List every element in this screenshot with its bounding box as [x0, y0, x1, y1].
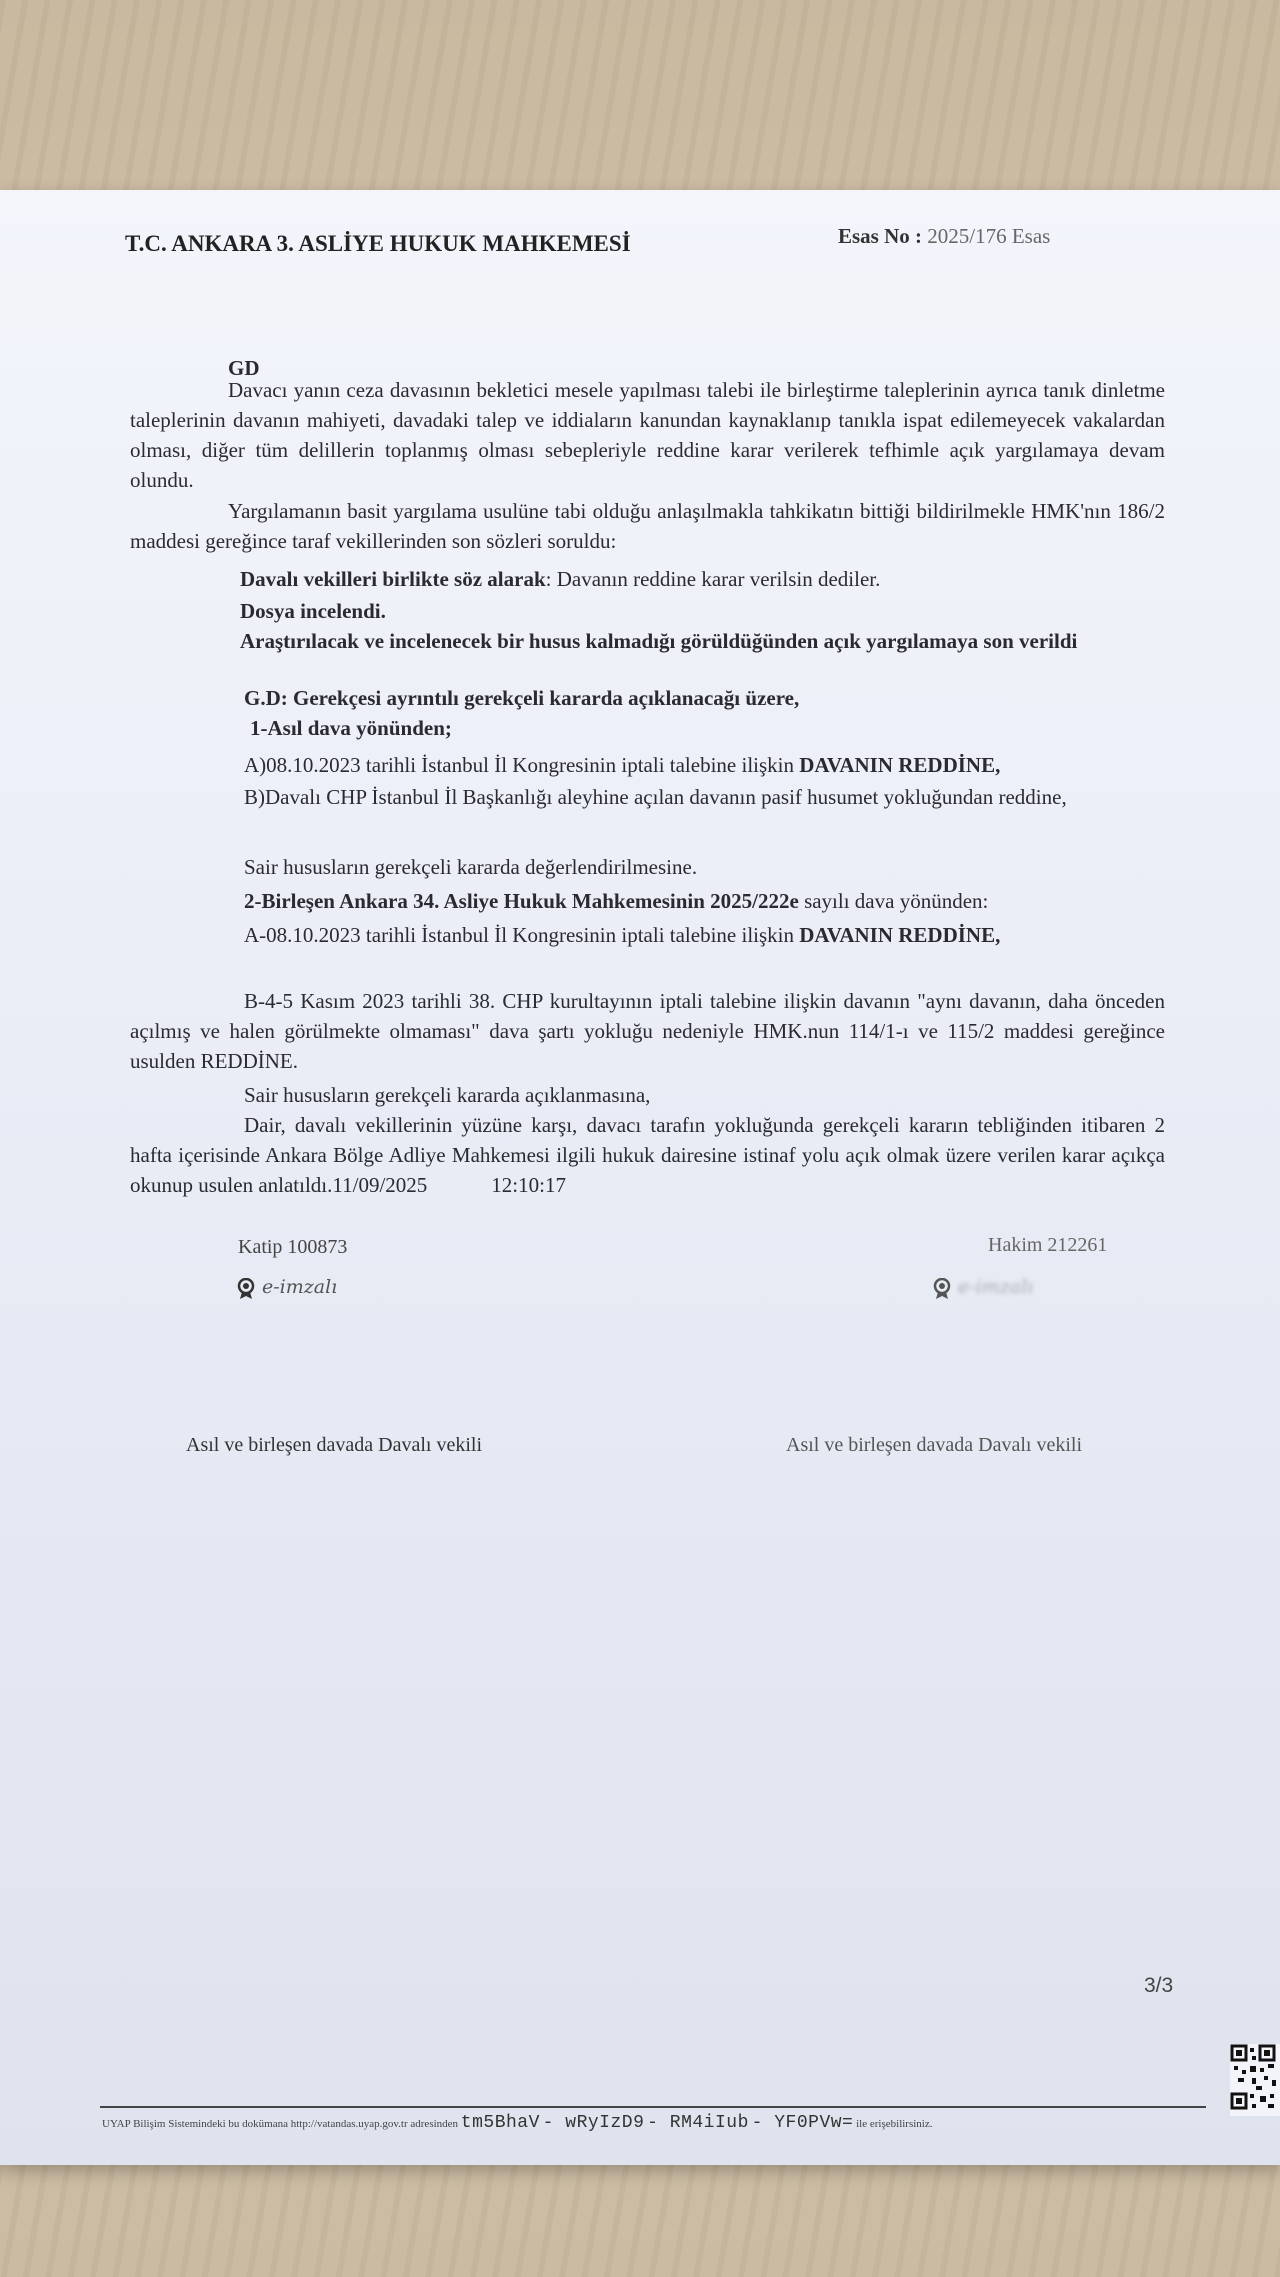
katip-e-signature: e-imzalı: [262, 1276, 338, 1298]
qr-code-icon: [1230, 2044, 1280, 2116]
esas-value: 2025/176 Esas: [927, 224, 1051, 248]
paragraph-8: [244, 750, 1000, 780]
paragraph-9: B)Davalı CHP İstanbul İl Başkanlığı aleyhine açılan davanın pasif husumet yokluğundan reddine,: [244, 785, 1067, 809]
davali-vekilleri-rest: : Davanın reddine karar verilsin dediler.: [545, 567, 881, 591]
paragraph-11: [244, 886, 988, 916]
paragraph-5: Araştırılacak ve incelenecek bir husus kalmadığı görüldüğünden açık yargılamaya son verildi: [240, 629, 1078, 653]
p8-bold: DAVANIN REDDİNE,: [799, 753, 1001, 777]
footer-divider: [100, 2106, 1206, 2108]
hakim-e-signature: e-imzalı: [958, 1276, 1034, 1298]
court-title: T.C. ANKARA 3. ASLİYE HUKUK MAHKEMESİ: [125, 231, 631, 256]
paragraph-15: [130, 1110, 1165, 1200]
right-party-label: Asıl ve birleşen davada Davalı vekili: [786, 1434, 1083, 1456]
p8-text: A)08.10.2023 tarihli İstanbul İl Kongresinin iptali talebine ilişkin: [244, 753, 800, 777]
paragraph-1: Davacı yanın ceza davasının bekletici mesele yapılması talebi ile birleştirme taleplerinin ayrıca tanık dinletme taleplerinin davanın mahiyeti, davadaki talep ve iddiaların kanundan kaynaklanıp tanıkla ispat edilemeyecek vakalardan olması, diğer tüm delillerin toplanmış olması sebepleriyle reddine karar verilerek tefhimle açık yargılamaya devam olundu.: [130, 378, 1165, 492]
paragraph-13: B-4-5 Kasım 2023 tarihli 38. CHP kurultayının iptali talebine ilişkin davanın "aynı davanın, daha önceden açılmış ve halen görülmekte olmaması" dava şartı yokluğu nedeniyle HMK.nun 114/1-ı ve 115/2 maddesi gereğince usulden REDDİNE.: [130, 989, 1165, 1073]
verification-code-3: RM4iIub: [669, 2113, 749, 2133]
esas-label: Esas No :: [838, 224, 923, 248]
paragraph-3: [240, 564, 1140, 594]
gd-heading: GD: [228, 356, 260, 380]
verification-code-1: tm5BhaV: [460, 2113, 540, 2133]
paragraph-7: 1-Asıl dava yönünden;: [250, 716, 452, 740]
verification-code-4: YF0PVw=: [774, 2113, 854, 2133]
p15-text: Dair, davalı vekillerinin yüzüne karşı, davacı tarafın yokluğunda gerekçeli kararın tebliğinden itibaren 2 hafta içerisinde Ankara Bölge Adliye Mahkemesi ilgili hukuk dairesine istinaf yolu açık olmak üzere verilen karar açıkça okunup usulen anlatıldı.: [130, 1113, 1165, 1197]
esas-number: [838, 226, 1050, 247]
paragraph-14: Sair hususların gerekçeli kararda açıklanmasına,: [244, 1083, 651, 1107]
paragraph-2: Yargılamanın basit yargılama usulüne tabi olduğu anlaşılmakla tahkikatın bittiği bildirilmekle HMK'nın 186/2 maddesi gereğince taraf vekillerinden son sözleri soruldu:: [130, 499, 1165, 553]
davali-vekilleri-bold: Davalı vekilleri birlikte söz alarak: [240, 567, 546, 591]
verification-code-2: wRyIzD9: [565, 2113, 645, 2133]
left-party-label: Asıl ve birleşen davada Davalı vekili: [186, 1434, 483, 1456]
paragraph-6: G.D: Gerekçesi ayrıntılı gerekçeli kararda açıklanacağı üzere,: [244, 686, 800, 710]
p12-bold: DAVANIN REDDİNE,: [799, 923, 1001, 947]
paragraph-4: Dosya incelendi.: [240, 599, 386, 623]
e-signature-seal-icon: [236, 1278, 256, 1300]
decision-date: 11/09/2025: [332, 1173, 428, 1197]
decision-time: 12:10:17: [491, 1173, 566, 1197]
uyap-footer: UYAP Bilişim Sistemindeki bu dokümana http://vatandas.uyap.gov.tr adresinden tm5BhaV - wRyIzD9 - RM4iIub - YF0PVw= ile erişebilirsiniz.: [102, 2113, 933, 2133]
footer-prefix: UYAP Bilişim Sistemindeki bu dokümana http://vatandas.uyap.gov.tr adresinden: [102, 2118, 459, 2130]
paragraph-10: Sair hususların gerekçeli kararda değerlendirilmesine.: [244, 855, 698, 879]
p12-text: A-08.10.2023 tarihli İstanbul İl Kongresinin iptali talebine ilişkin: [244, 923, 800, 947]
p11-rest: sayılı dava yönünden:: [798, 889, 989, 913]
footer-suffix: ile erişebilirsiniz.: [856, 2118, 933, 2130]
hakim-label: Hakim 212261: [988, 1234, 1108, 1256]
katip-label: Katip 100873: [238, 1236, 348, 1258]
hakim-seal-icon: [932, 1278, 952, 1300]
p11-bold: 2-Birleşen Ankara 34. Asliye Hukuk Mahkemesinin 2025/222e: [244, 889, 799, 913]
page-number: 3/3: [1144, 1974, 1174, 1997]
paragraph-12: [130, 920, 1165, 950]
